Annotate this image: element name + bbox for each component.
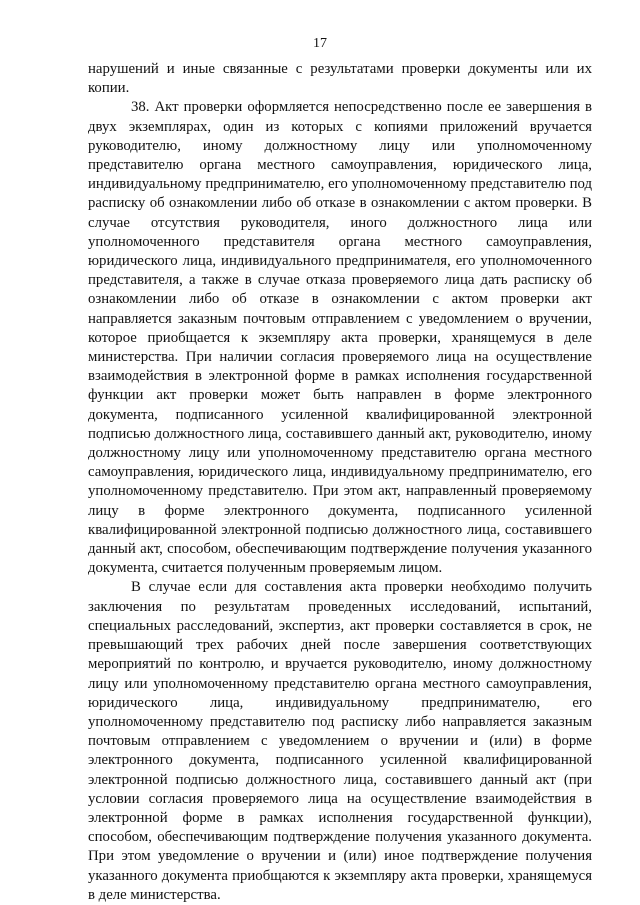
- paragraph-38: 38. Акт проверки оформляется непосредственно после ее завершения в двух экземплярах, один из которых с копиями приложений вручается руководителю, иному должностному лицу или уполномоченному представителю органа местного самоуправления, юридического лица, индивидуальному предпринимателю, его уполномоченному представителю под расписку об ознакомлении либо об отказе в ознакомлении с актом проверки. В случае отсутствия руководителя, иного должностного лица или уполномоченного представителя органа местного самоуправления, юридического лица, индивидуального предпринимателя, его уполномоченного представителя, а также в случае отказа проверяемого лица дать расписку об ознакомлении либо об отказе в ознакомлении с актом проверки акт направляется заказным почтовым отправлением с уведомлением о вручении, которое приобщается к экземпляру акта проверки, хранящемуся в деле министерства. При наличии согласия проверяемого лица на осуществление взаимодействия в электронной форме в рамках исполнения государственной функции акт проверки может быть направлен в форме электронного документа, подписанного усиленной квалифицированной электронной подписью должностного лица, составившего данный акт, руководителю, иному должностному лицу или уполномоченному представителю органа местного самоуправления, юридического лица, индивидуальному предпринимателю, его уполномоченному представителю. При этом акт, направленный проверяемому лицу в форме электронного документа, подписанного усиленной квалифицированной электронной подписью должностного лица, составившего данный акт, способом, обеспечивающим подтверждение получения указанного документа, считается полученным проверяемым лицом.: [88, 99, 592, 577]
- page-number: 17: [313, 36, 327, 51]
- paragraph-additional: В случае если для составления акта проверки необходимо получить заключения по результатам проведенных исследований, испытаний, специальных расследований, экспертиз, акт проверки составляется в срок, не превышающий трех рабочих дней после завершения соответствующих мероприятий по контролю, и вручается руководителю, иному должностному лицу или уполномоченному представителю органа местного самоуправления, юридического лица, индивидуальному предпринимателю, его уполномоченному представителю под расписку либо направляется заказным почтовым отправлением с уведомлением о вручении и (или) в форме электронного документа, подписанного усиленной квалифицированной электронной подписью должностного лица, составившего данный акт (при условии согласия проверяемого лица на осуществление взаимодействия в электронной форме в рамках исполнения государственной функции), способом, обеспечивающим подтверждение получения указанного документа. При этом уведомление о вручении и (или) иное подтверждение получения указанного документа приобщаются к экземпляру акта проверки, хранящемуся в деле министерства.: [88, 579, 592, 903]
- document-body: [88, 60, 592, 905]
- paragraph-continuation: нарушений и иные связанные с результатами проверки документы или их копии.: [88, 61, 592, 97]
